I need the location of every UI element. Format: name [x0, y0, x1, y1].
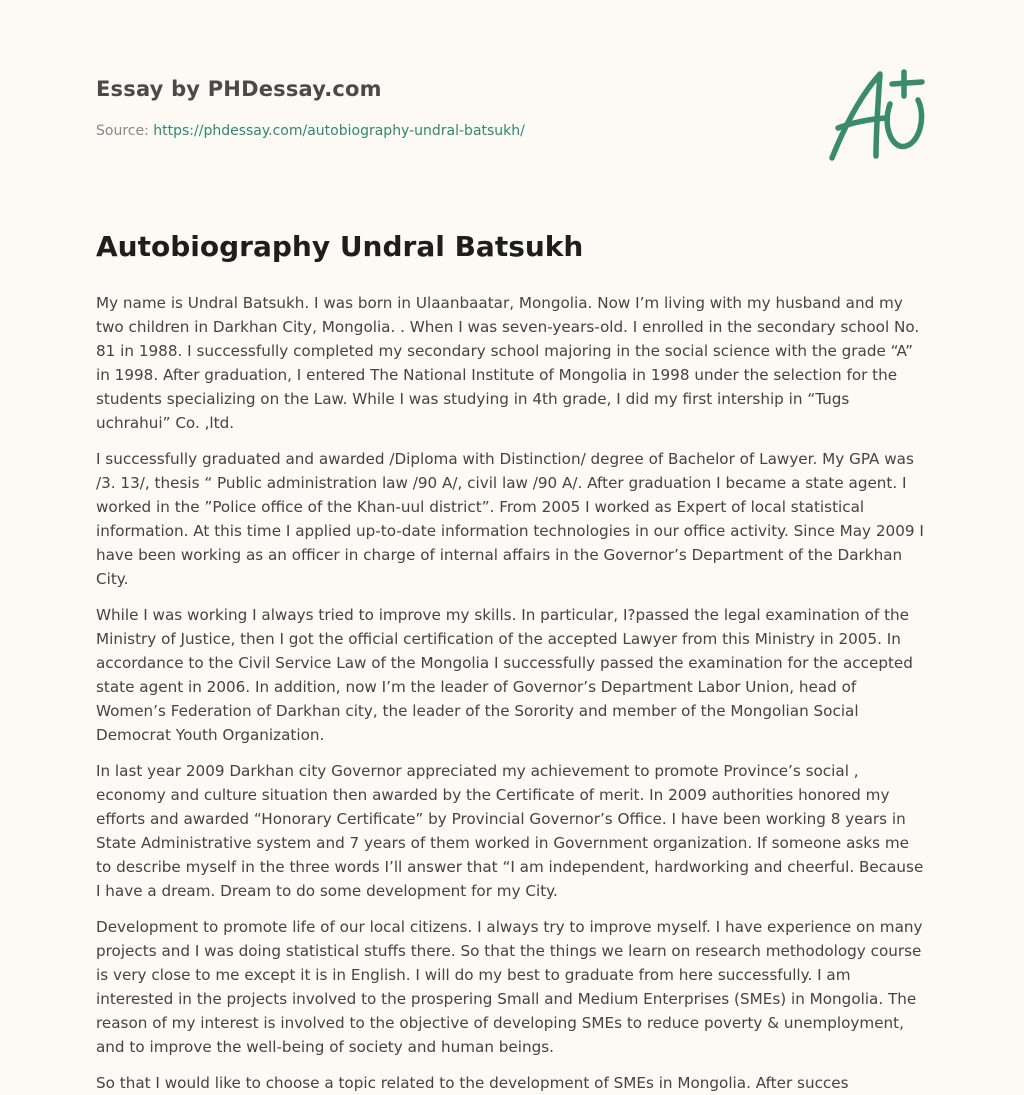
source-link[interactable]: https://phdessay.com/autobiography-undral-batsukh/	[153, 123, 525, 139]
source-label: Source:	[96, 123, 154, 139]
essay-title: Autobiography Undral Batsukh	[96, 230, 584, 263]
paragraph-3: While I was working I always tried to improve my skills. In particular, I?passed the legal examination of the Ministry of Justice, then I got the official certification of the accepted Lawyer from this Ministry in 2005. In accordance to the Civil Service Law of the Mongolia I successfully passed the examination for the accepted state agent in 2006. In addition, now I’m the leader of Governor’s Department Labor Union, head of Women’s Federation of Darkhan city, the leader of the Sorority and member of the Mongolian Social Democrat Youth Organization.	[96, 606, 913, 744]
a-plus-grade-logo-icon	[826, 66, 930, 166]
paragraph-5: Development to promote life of our local citizens. I always try to improve myself. I have experience on many projects and I was doing statistical stuffs there. So that the things we learn on research methodology course is very close to me except it is in English. I will do my best to graduate from here successfully. I am interested in the projects involved to the prospering Small and Medium Enterprises (SMEs) in Mongolia. The reason of my interest is involved to the objective of developing SMEs to reduce poverty & unemployment, and to improve the well-being of society and human beings.	[96, 918, 923, 1056]
page-header	[96, 0, 928, 210]
paragraph-1: My name is Undral Batsukh. I was born in Ulaanbaatar, Mongolia. Now I’m living with my husband and my two children in Darkhan City, Mongolia. . When I was seven-years-old. I enrolled in the secondary school No. 81 in 1988. I successfully completed my secondary school majoring in the social science with the grade “A” in 1998. After graduation, I entered The National Institute of Mongolia in 1998 under the selection for the students specializing on the Law. While I was studying in 4th grade, I did my first intership in “Tugs uchrahui” Co. ,ltd.	[96, 294, 920, 432]
brand-title: Essay by PHDessay.com	[96, 77, 382, 101]
paragraph-6: So that I would like to choose a topic related to the development of SMEs in Mongolia. After succes	[96, 1074, 849, 1092]
essay-body	[96, 291, 928, 1095]
paragraph-4: In last year 2009 Darkhan city Governor appreciated my achievement to promote Province’s social , economy and culture situation then awarded by the Certificate of merit. In 2009 authorities honored my efforts and awarded “Honorary Certificate” by Provincial Governor’s Office. I have been working 8 years in State Administrative system and 7 years of them worked in Government organization. If someone asks me to describe myself in the three words I’ll answer that “I am independent, hardworking and cheerful. Because I have a dream. Dream to do some development for my City.	[96, 762, 924, 900]
source-line	[96, 123, 525, 139]
paragraph-2: I successfully graduated and awarded /Diploma with Distinction/ degree of Bachelor of Lawyer. My GPA was /3. 13/, thesis “ Public administration law /90 A/, civil law /90 A/. After graduation I became a state agent. I worked in the ”Police office of the Khan-uul district”. From 2005 I worked as Expert of local statistical information. At this time I applied up-to-date information technologies in our office activity. Since May 2009 I have been working as an officer in charge of internal affairs in the Governor’s Department of the Darkhan City.	[96, 450, 924, 588]
